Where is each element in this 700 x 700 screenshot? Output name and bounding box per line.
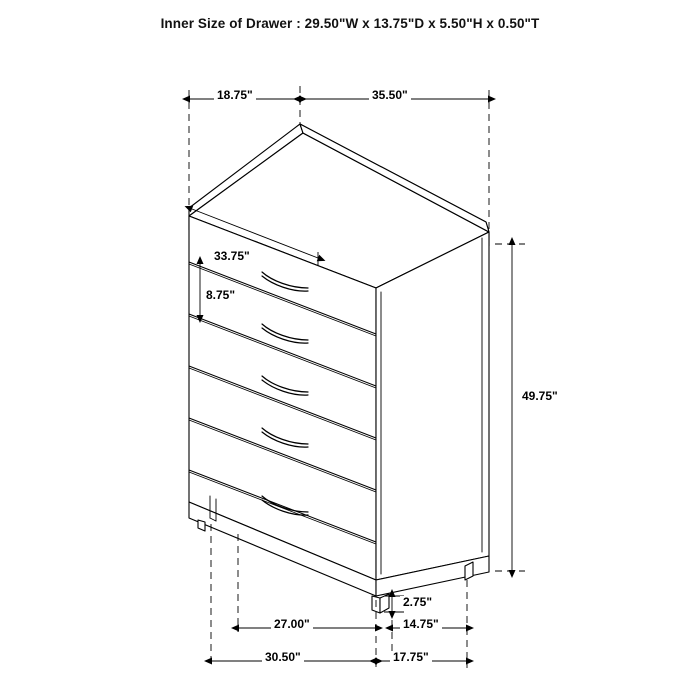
dim-overall-side-depth: 17.75" xyxy=(390,651,432,664)
dim-base-front-width: 27.00" xyxy=(271,618,313,631)
dim-overall-height: 49.75" xyxy=(519,390,561,403)
dim-top-left-depth: 18.75" xyxy=(214,89,256,102)
chest-body xyxy=(189,124,489,613)
dim-overall-front-width: 30.50" xyxy=(262,651,304,664)
page-title: Inner Size of Drawer : 29.50"W x 13.75"D x 5.50"H x 0.50"T xyxy=(160,16,540,31)
dim-foot-height: 2.75" xyxy=(400,596,435,609)
dim-top-right-width: 35.50" xyxy=(369,89,411,102)
dim-base-side-depth: 14.75" xyxy=(400,618,442,631)
dim-drawer-front-width: 33.75" xyxy=(211,250,253,263)
dim-drawer-front-height: 8.75" xyxy=(203,289,238,302)
